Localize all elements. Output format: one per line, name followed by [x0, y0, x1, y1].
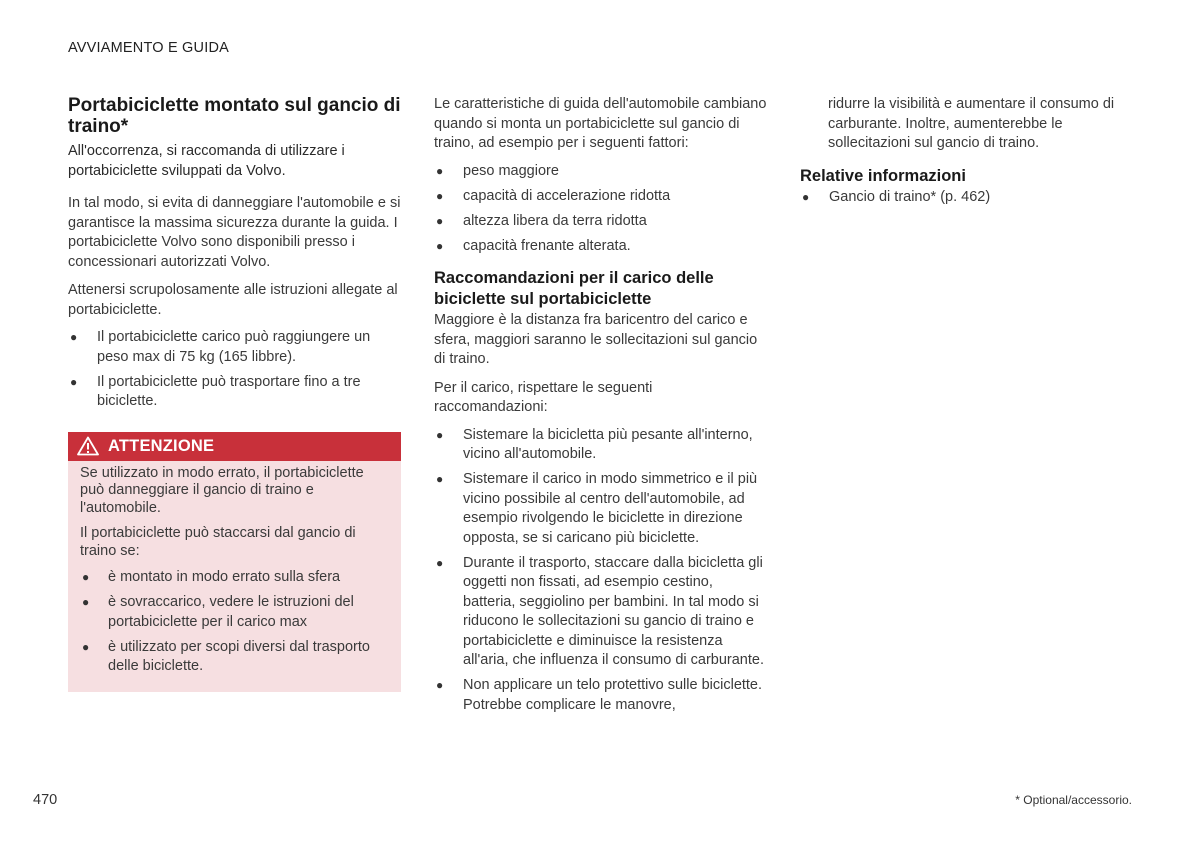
warning-box: [68, 432, 401, 693]
list-item: [434, 470, 768, 548]
bullet-icon: ●: [436, 472, 444, 486]
bullet-icon: ●: [436, 678, 444, 692]
list-item-text: è montato in modo errato sulla sfera: [108, 569, 341, 585]
paragraph: Per il carico, rispettare le seguenti raccomandazioni:: [434, 379, 653, 415]
list-item-text: Il portabiciclette carico può raggiungere un peso max di 75 kg (165 libbre).: [97, 329, 371, 365]
bullet-icon: ●: [82, 639, 90, 654]
list-item-text: peso maggiore: [463, 162, 559, 179]
bullet-icon: ●: [436, 555, 444, 570]
bullet-icon: ●: [436, 188, 444, 203]
paragraph: Le caratteristiche di guida dell'automobile cambiano quando si monta un portabiciclette sul gancio di traino, ad esempio per i seguenti fattori:: [434, 96, 767, 151]
bullet-icon: ●: [436, 213, 444, 228]
warning-body: [68, 461, 401, 677]
warning-bullet-list: [80, 568, 389, 677]
list-item-text: Sistemare la bicicletta più pesante all'interno, vicino all'automobile.: [463, 426, 753, 462]
section-subtitle: Raccomandazioni per il carico delle biciclette sul portabiciclette: [434, 269, 714, 308]
bullet-list: [68, 328, 401, 412]
bullet-list: [434, 426, 768, 716]
paragraph: In tal modo, si evita di danneggiare l'automobile e si garantisce la massima sicurezza durante la guida. I portabiciclette Volvo sono disponibili presso i concessionari autorizzati Volvo.: [68, 195, 401, 270]
list-item: [434, 162, 768, 182]
list-item-text: Il portabiciclette può trasportare fino a tre biciclette.: [97, 373, 361, 409]
paragraph: Attenersi scrupolosamente alle istruzioni allegate al portabiciclette.: [68, 282, 398, 318]
footnote: * Optional/accessorio.: [1015, 793, 1132, 807]
related-info-list: [800, 188, 1133, 208]
warning-header: [68, 432, 401, 461]
bullet-icon: ●: [70, 374, 78, 389]
warning-title: ATTENZIONE: [108, 436, 215, 455]
related-info-title: Relative informazioni: [800, 166, 966, 185]
list-item: [434, 426, 768, 465]
warning-paragraph: Se utilizzato in modo errato, il portabiciclette può danneggiare il gancio di traino e l'automobile.: [80, 464, 364, 516]
lead-paragraph: All'occorrenza, si raccomanda di utilizzare i portabiciclette sviluppati da Volvo.: [68, 143, 345, 179]
list-item: [68, 373, 401, 412]
list-item: [434, 676, 768, 715]
bullet-icon: ●: [82, 570, 90, 584]
section-header: AVVIAMENTO E GUIDA: [68, 40, 229, 56]
warning-paragraph: Il portabiciclette può staccarsi dal gancio di traino se:: [80, 525, 356, 559]
list-item-text: Sistemare il carico in modo simmetrico e il più vicino possibile al centro dell'automobile, ad esempio rivolgendo le biciclette in direzione opposta, se si caricano più biciclette.: [463, 471, 758, 546]
bullet-list: [434, 162, 768, 257]
related-link-text[interactable]: Gancio di traino* (p. 462): [829, 188, 991, 205]
list-item-text: è utilizzato per scopi diversi dal trasporto delle biciclette.: [108, 638, 370, 674]
continuation-paragraph: ridurre la visibilità e aumentare il consumo di carburante. Inoltre, aumenterebbe le sollecitazioni sul gancio di traino.: [828, 96, 1115, 151]
bullet-icon: ●: [436, 163, 444, 178]
list-item: [80, 593, 389, 632]
list-item: [80, 638, 389, 677]
list-item-text: è sovraccarico, vedere le istruzioni del portabiciclette per il carico max: [108, 594, 354, 630]
list-item-text: Durante il trasporto, staccare dalla bicicletta gli oggetti non fissati, ad esempio cestino, batteria, seggiolino per bambini. In tal modo si riducono le sollecitazioni su gancio di traino e portabiciclette e diminuisce la resistenza all'aria, che influenza il consumo di carburante.: [463, 554, 764, 668]
list-item: [434, 187, 768, 207]
bullet-icon: ●: [82, 595, 90, 609]
list-item: [434, 554, 768, 671]
list-item-text: capacità di accelerazione ridotta: [463, 187, 671, 204]
bullet-icon: ●: [436, 238, 444, 253]
list-item: [434, 237, 768, 257]
bullet-icon: ●: [70, 330, 78, 344]
warning-triangle-icon: [77, 436, 99, 456]
page-title: Portabiciclette montato sul gancio di traino*: [68, 95, 401, 137]
column-left: [68, 95, 401, 692]
list-item: [80, 568, 389, 588]
list-item-text: Non applicare un telo protettivo sulle biciclette. Potrebbe complicare le manovre,: [463, 677, 763, 713]
paragraph: Maggiore è la distanza fra baricentro del carico e sfera, maggiori saranno le sollecitazioni sul gancio di traino.: [434, 312, 758, 367]
list-item: [434, 212, 768, 232]
list-item: [68, 328, 401, 367]
bullet-icon: ●: [802, 189, 810, 204]
related-link[interactable]: [800, 188, 1133, 208]
column-right: [800, 95, 1133, 217]
list-item-text: capacità frenante alterata.: [463, 237, 631, 254]
list-item-text: altezza libera da terra ridotta: [463, 212, 647, 229]
bullet-icon: ●: [436, 427, 444, 442]
page-number: 470: [33, 792, 58, 808]
column-middle: [434, 95, 768, 725]
